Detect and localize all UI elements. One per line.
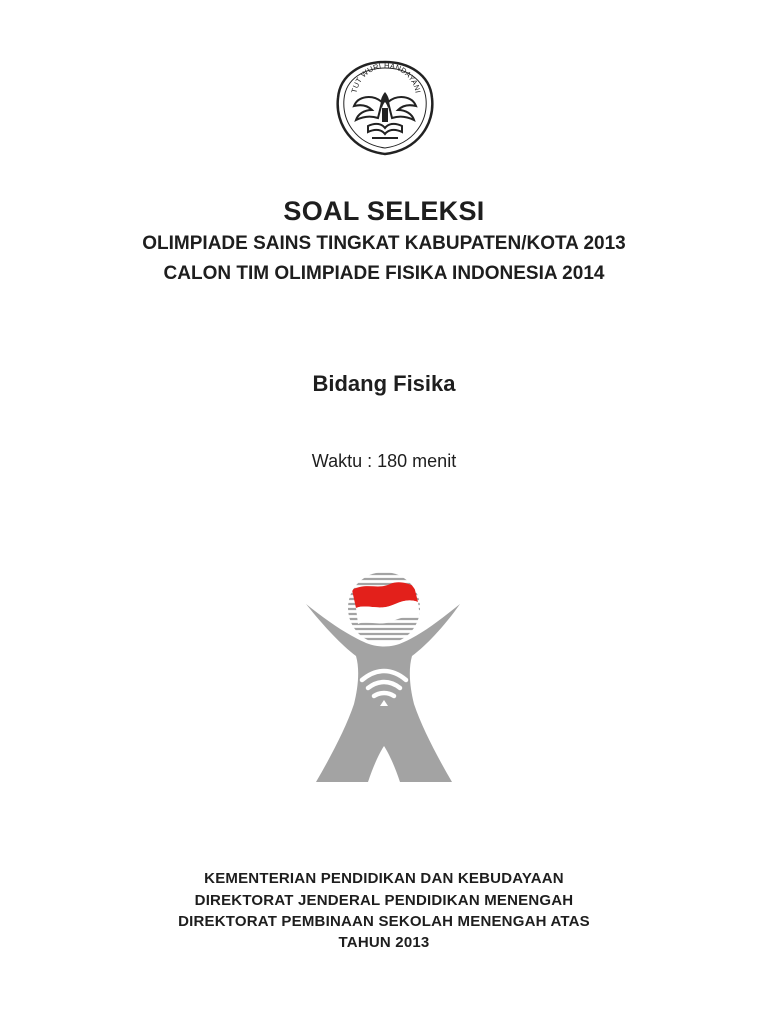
page-title: SOAL SELEKSI bbox=[283, 196, 485, 226]
footer-year: TAHUN 2013 bbox=[338, 934, 430, 951]
svg-text:TUT WURI HANDAYANI: TUT WURI HANDAYANI bbox=[349, 60, 423, 94]
osn-figure-logo-icon bbox=[300, 568, 466, 786]
subject-field: Bidang Fisika bbox=[312, 371, 456, 396]
tut-wuri-handayani-emblem-icon bbox=[332, 58, 438, 158]
footer-directorate-general: DIREKTORAT JENDERAL PENDIDIKAN MENENGAH bbox=[194, 892, 574, 909]
subtitle-olympiad: OLIMPIADE SAINS TINGKAT KABUPATEN/KOTA 2013 bbox=[142, 233, 626, 254]
footer-directorate: DIREKTORAT PEMBINAAN SEKOLAH MENENGAH ATAS bbox=[178, 913, 590, 930]
time-limit: Waktu : 180 menit bbox=[311, 451, 457, 471]
subtitle-team: CALON TIM OLIMPIADE FISIKA INDONESIA 2014 bbox=[163, 263, 605, 284]
footer-ministry: KEMENTERIAN PENDIDIKAN DAN KEBUDAYAAN bbox=[204, 870, 564, 887]
